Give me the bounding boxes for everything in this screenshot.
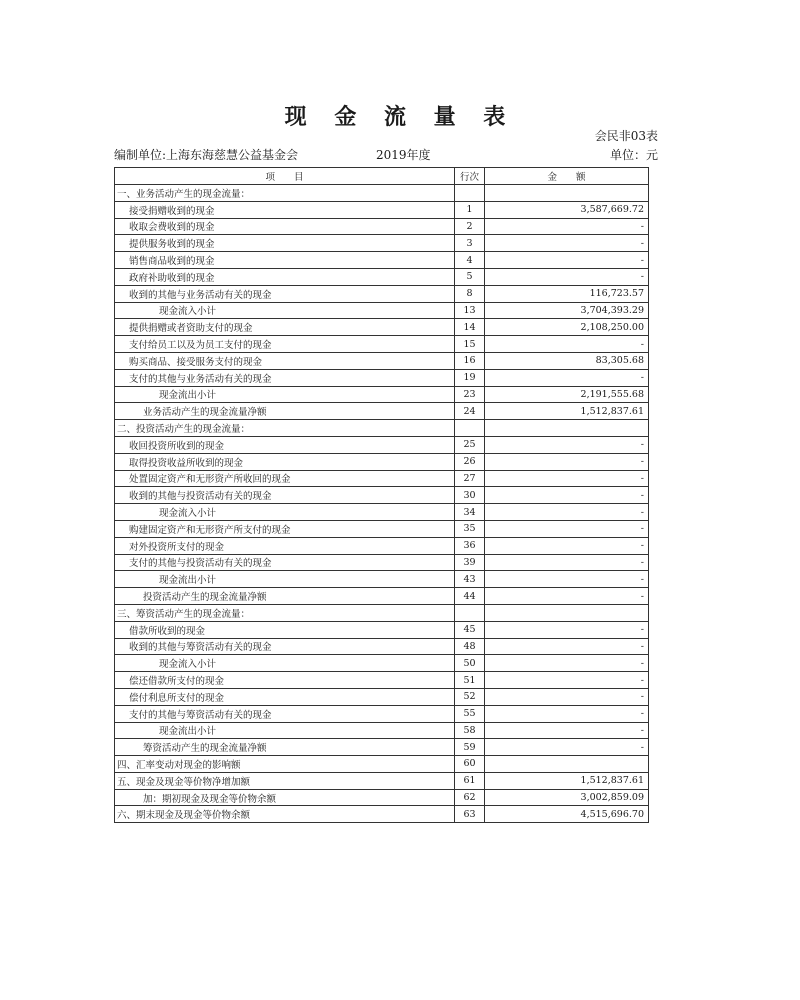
row-amount: - [485,520,649,537]
row-amount: - [485,722,649,739]
row-line-number: 58 [455,722,485,739]
row-item-label: 对外投资所支付的现金 [115,537,455,554]
row-line-number: 5 [455,268,485,285]
row-amount: 83,305.68 [485,352,649,369]
row-item-label: 借款所收到的现金 [115,621,455,638]
row-amount: - [485,688,649,705]
row-amount: - [485,235,649,252]
row-line-number [455,185,485,202]
table-header-row [115,168,649,185]
form-number: 会民非03表 [594,129,658,143]
row-line-number [455,420,485,437]
row-line-number: 14 [455,319,485,336]
row-item-label: 加：期初现金及现金等价物余额 [115,789,455,806]
row-line-number: 35 [455,520,485,537]
row-item-label: 五、现金及现金等价物净增加额 [115,772,455,789]
row-line-number: 48 [455,638,485,655]
row-amount: 1,512,837.61 [485,403,649,420]
row-line-number: 52 [455,688,485,705]
table-row [115,537,649,554]
row-line-number: 23 [455,386,485,403]
row-amount: 2,108,250.00 [485,319,649,336]
table-row [115,688,649,705]
cash-flow-table [114,167,649,823]
row-amount: - [485,504,649,521]
row-item-label: 现金流出小计 [115,571,455,588]
row-line-number: 27 [455,470,485,487]
table-row [115,235,649,252]
section-header-row [115,185,649,202]
row-amount: 116,723.57 [485,285,649,302]
row-line-number: 1 [455,201,485,218]
row-amount: - [485,739,649,756]
table-row [115,218,649,235]
row-item-label: 购买商品、接受服务支付的现金 [115,352,455,369]
row-amount: - [485,369,649,386]
row-line-number: 30 [455,487,485,504]
row-amount: - [485,588,649,605]
row-line-number: 15 [455,336,485,353]
row-amount: - [485,218,649,235]
row-line-number: 61 [455,772,485,789]
row-line-number: 51 [455,672,485,689]
row-item-label: 筹资活动产生的现金流量净额 [115,739,455,756]
table-row [115,252,649,269]
row-item-label: 支付的其他与投资活动有关的现金 [115,554,455,571]
currency-unit: 单位：元 [609,148,658,162]
row-item-label: 支付的其他与业务活动有关的现金 [115,369,455,386]
table-row [115,554,649,571]
row-amount [485,604,649,621]
row-line-number: 8 [455,285,485,302]
row-item-label: 六、期末现金及现金等价物余额 [115,806,455,823]
row-amount: - [485,672,649,689]
row-line-number: 13 [455,302,485,319]
row-amount: 3,587,669.72 [485,201,649,218]
row-line-number: 39 [455,554,485,571]
row-item-label: 二、投资活动产生的现金流量： [115,420,455,437]
row-line-number [455,604,485,621]
row-amount: 4,515,696.70 [485,806,649,823]
row-item-label: 支付的其他与筹资活动有关的现金 [115,705,455,722]
row-item-label: 现金流出小计 [115,386,455,403]
reporting-year: 2019年度 [376,148,431,162]
row-item-label: 现金流入小计 [115,655,455,672]
row-item-label: 现金流出小计 [115,722,455,739]
table-row [115,386,649,403]
row-item-label: 偿还借款所支付的现金 [115,672,455,689]
page-title: 现 金 流 量 表 [284,104,516,130]
row-item-label: 提供服务收到的现金 [115,235,455,252]
table-row [115,588,649,605]
row-amount [485,756,649,773]
row-item-label: 收到的其他与投资活动有关的现金 [115,487,455,504]
row-item-label: 取得投资收益所收到的现金 [115,453,455,470]
section-header-row [115,604,649,621]
row-item-label: 处置固定资产和无形资产所收回的现金 [115,470,455,487]
table-row [115,285,649,302]
row-item-label: 偿付利息所支付的现金 [115,688,455,705]
row-item-label: 收到的其他与筹资活动有关的现金 [115,638,455,655]
table-row [115,789,649,806]
table-row [115,806,649,823]
table-row [115,302,649,319]
row-amount: - [485,453,649,470]
row-item-label: 现金流入小计 [115,302,455,319]
column-header-item: 项 目 [115,168,455,185]
row-amount: - [485,252,649,269]
row-amount: - [485,638,649,655]
row-line-number: 36 [455,537,485,554]
row-line-number: 34 [455,504,485,521]
table-row [115,655,649,672]
row-amount: - [485,537,649,554]
table-row [115,504,649,521]
row-item-label: 接受捐赠收到的现金 [115,201,455,218]
table-row [115,352,649,369]
row-line-number: 55 [455,705,485,722]
row-amount: 3,704,393.29 [485,302,649,319]
table-row [115,201,649,218]
row-item-label: 投资活动产生的现金流量净额 [115,588,455,605]
row-line-number: 44 [455,588,485,605]
column-header-line: 行次 [455,168,485,185]
row-line-number: 3 [455,235,485,252]
row-line-number: 16 [455,352,485,369]
table-row [115,403,649,420]
row-amount [485,185,649,202]
table-row [115,722,649,739]
table-row [115,756,649,773]
reporting-organization: 编制单位:上海东海慈慧公益基金会 [114,148,299,162]
row-amount [485,420,649,437]
section-header-row [115,420,649,437]
table-row [115,705,649,722]
row-item-label: 收取会费收到的现金 [115,218,455,235]
row-item-label: 四、汇率变动对现金的影响额 [115,756,455,773]
row-line-number: 19 [455,369,485,386]
row-line-number: 62 [455,789,485,806]
table-row [115,772,649,789]
table-row [115,638,649,655]
table-row [115,369,649,386]
row-item-label: 销售商品收到的现金 [115,252,455,269]
row-line-number: 25 [455,436,485,453]
table-row [115,336,649,353]
row-amount: - [485,571,649,588]
row-line-number: 24 [455,403,485,420]
row-amount: - [485,336,649,353]
row-line-number: 63 [455,806,485,823]
row-amount: 3,002,859.09 [485,789,649,806]
table-row [115,739,649,756]
row-amount: - [485,436,649,453]
table-row [115,470,649,487]
row-item-label: 三、筹资活动产生的现金流量： [115,604,455,621]
row-line-number: 43 [455,571,485,588]
table-row [115,571,649,588]
row-item-label: 一、业务活动产生的现金流量： [115,185,455,202]
row-item-label: 收到的其他与业务活动有关的现金 [115,285,455,302]
table-row [115,672,649,689]
table-row [115,453,649,470]
row-amount: 1,512,837.61 [485,772,649,789]
table-row [115,520,649,537]
table-row [115,436,649,453]
row-amount: - [485,487,649,504]
column-header-amount: 金 额 [485,168,649,185]
table-row [115,621,649,638]
row-line-number: 26 [455,453,485,470]
table-row [115,319,649,336]
row-amount: - [485,554,649,571]
row-line-number: 59 [455,739,485,756]
row-item-label: 政府补助收到的现金 [115,268,455,285]
row-item-label: 支付给员工以及为员工支付的现金 [115,336,455,353]
row-amount: - [485,655,649,672]
row-amount: - [485,705,649,722]
row-amount: 2,191,555.68 [485,386,649,403]
row-amount: - [485,621,649,638]
row-item-label: 现金流入小计 [115,504,455,521]
row-line-number: 2 [455,218,485,235]
table-row [115,487,649,504]
row-line-number: 45 [455,621,485,638]
row-item-label: 提供捐赠或者资助支付的现金 [115,319,455,336]
row-amount: - [485,268,649,285]
row-item-label: 购建固定资产和无形资产所支付的现金 [115,520,455,537]
table-row [115,268,649,285]
row-line-number: 60 [455,756,485,773]
row-amount: - [485,470,649,487]
row-line-number: 4 [455,252,485,269]
row-line-number: 50 [455,655,485,672]
row-item-label: 收回投资所收到的现金 [115,436,455,453]
row-item-label: 业务活动产生的现金流量净额 [115,403,455,420]
